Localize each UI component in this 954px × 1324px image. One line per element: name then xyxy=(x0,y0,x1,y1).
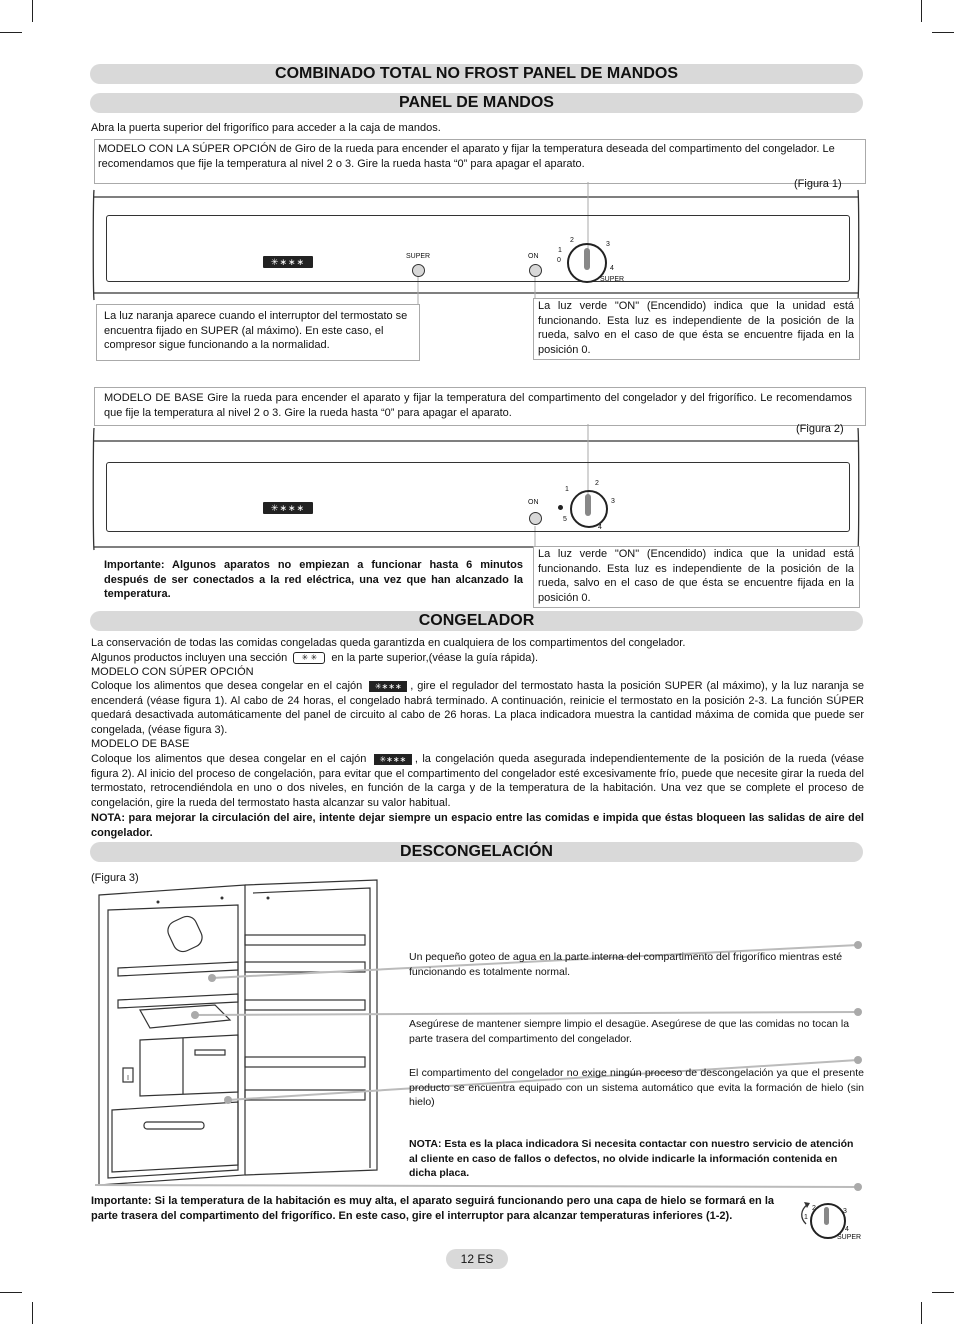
freezer-p3-b: , gire el regulador del termostato hasta la posición SUPER (al máximo), y la luz naranja se encenderá (véase figura 1). Al cabo de 24 horas, el congelado habrá terminado. A continuación, reinicie el termostato en la posición 2-3. La función SÚPER quedará desactivada automáticamente del panel de circuito al cabo de 26 horas. La placa indicadora muestra la cantidad máxima de comida que puede ser congelada, (véase figura 3). xyxy=(91,680,865,736)
section-title-panel: PANEL DE MANDOS xyxy=(90,93,863,113)
two-star-section-icon: ✳ ✳ xyxy=(293,652,325,664)
dial-mark: SUPER xyxy=(600,276,625,283)
four-star-drawer-icon: ✳∗∗∗ xyxy=(369,681,407,692)
fig1-model-text: MODELO CON LA SÚPER OPCIÓN de Giro de la rueda para encender el aparato y fijar la temperatura deseada del compartimento del congelador. Le recomendamos que fije la temperatura al nivel 2 o 3. Gire la rueda hasta “0” para apagar el aparato. xyxy=(98,143,835,170)
dial-mark: 1 xyxy=(565,486,569,493)
dial-mark: 4 xyxy=(610,265,614,272)
freezer-p2-a: Algunos productos incluyen una sección xyxy=(91,652,288,664)
super-label: SUPER xyxy=(406,253,431,260)
freezer-nota: NOTA: para mejorar la circulación del aire, intente dejar siempre un espacio entre las comidas e impida que éstas bloqueen las salidas de aire del congelador. xyxy=(91,812,864,839)
dial-mark: 2 xyxy=(570,237,574,244)
page-number: 12 ES xyxy=(446,1249,508,1269)
dial-mark: 1 xyxy=(804,1214,808,1221)
defrost-important: Importante: Si la temperatura de la habitación es muy alta, el aparato seguirá funcionando pero una capa de hielo se formará en la parte trasera del compartimento del frigorífico. En este caso, gire el interruptor para alcanzar temperaturas inferiores (1-2). xyxy=(91,1195,774,1222)
on-label: ON xyxy=(528,253,539,260)
fig1-left-note: La luz naranja aparece cuando el interruptor del termostato se encuentra fijado en SUPER (al máximo). En este caso, el compresor sigue funcionando a la normalidad. xyxy=(104,310,408,351)
freezer-p4-b: , la congelación queda asegurada independientemente de la posición de la rueda (véase figura 2). Al inicio del proceso de congelación, para evitar que el compartimento del congelador esté excesivamente frío, puede que necesite girar la rueda del termostato, retrocendiéndola en uno o dos niveles, en función de la carga y de la temperatura de la habitación. Una vez que se complete el proceso de congelación, gire la rueda del termostato hasta alcanzar su valor habitual. xyxy=(91,753,865,809)
dial-mark: 0 xyxy=(557,257,561,264)
four-star-badge: ✳∗∗∗ xyxy=(263,256,313,268)
freezer-p2-b: en la parte superior,(véase la guía rápida). xyxy=(331,652,539,664)
heading-base-model: MODELO DE BASE xyxy=(91,738,190,750)
fig2-right-note: La luz verde "ON" (Encendido) indica que la unidad está funcionando. Esta luz es independiente de la posición de la rueda, salvo en el caso de que ésta se encuentre fijada en la posición 0. xyxy=(538,548,854,604)
fig1-caption: (Figura 1) xyxy=(794,178,842,190)
on-label: ON xyxy=(528,499,539,506)
dial-mark: 3 xyxy=(843,1208,847,1215)
dial-mark: 5 xyxy=(563,516,567,523)
defrost-note-2: Asegúrese de mantener siempre limpio el desagüe. Asegúrese de que las comidas no tocan la parte trasera del compartimento del congelador. xyxy=(409,1018,850,1045)
four-star-badge: ✳∗∗∗ xyxy=(263,502,313,514)
dial-mark: 4 xyxy=(598,524,602,531)
dial-pointer xyxy=(824,1207,829,1225)
dial-mark: SUPER xyxy=(837,1234,862,1241)
dial-mark: 2 xyxy=(595,480,599,487)
dial-mark: 3 xyxy=(611,498,615,505)
freezer-p3-a: Coloque los alimentos que desea congelar en el cajón xyxy=(91,680,363,692)
defrost-note-1: Un pequeño goteo de agua en la parte interna del compartimento del frigorífico mientras esté funcionando es totalmente normal. xyxy=(409,951,843,978)
heading-super-model: MODELO CON SÚPER OPCIÓN xyxy=(91,666,254,678)
freezer-p4-a: Coloque los alimentos que desea congelar en el cajón xyxy=(91,753,367,765)
freezer-p1: La conservación de todas las comidas congeladas queda garantizda en cualquiera de los compartimentos del congelador. xyxy=(91,637,686,649)
fig2-model-text: MODELO DE BASE Gire la rueda para encender el aparato y fijar la temperatura del compartimento del congelador y del frigorífico. Le recomendamos que fije la temperatura al nivel 2 o 3. Gire la rueda hasta “0” para apagar el aparato. xyxy=(104,392,852,419)
fig2-caption: (Figura 2) xyxy=(796,423,844,435)
section-title-defrost: DESCONGELACIÓN xyxy=(90,842,863,862)
defrost-note-4: NOTA: Esta es la placa indicadora Si necesita contactar con nuestro servicio de atención al cliente en caso de fallos o defectos, no olvide indicarle la información contenida en dicha placa. xyxy=(409,1138,854,1179)
page-title: COMBINADO TOTAL NO FROST PANEL DE MANDOS xyxy=(90,64,863,84)
dial-mark: 3 xyxy=(606,241,610,248)
dial-mark: 4 xyxy=(845,1226,849,1233)
fig1-right-note: La luz verde "ON" (Encendido) indica que la unidad está funcionando. Esta luz es independiente de la posición de la rueda, salvo en el caso de que ésta se encuentre fijada en la posición 0. xyxy=(538,300,854,356)
section-title-freezer: CONGELADOR xyxy=(90,611,863,631)
rotate-arrow-icon xyxy=(796,1200,816,1230)
dial-mark: 1 xyxy=(558,247,562,254)
four-star-drawer-icon: ✳∗∗∗ xyxy=(374,754,412,765)
defrost-note-3: El compartimento del congelador no exige ningún proceso de descongelación ya que el presente producto se encuentra equipado con un sistema automático que evita la formación de hielo (sin hielo) xyxy=(409,1067,864,1108)
fig3-caption: (Figura 3) xyxy=(91,872,139,884)
fig2-important-note: Importante: Algunos aparatos no empiezan a funcionar hasta 6 minutos después de ser conectados a la red eléctrica, una vez que han alcanzado la temperatura. xyxy=(104,559,523,600)
dial-mark: 2 xyxy=(812,1205,816,1212)
intro-text: Abra la puerta superior del frigorífico para acceder a la caja de mandos. xyxy=(91,122,441,134)
